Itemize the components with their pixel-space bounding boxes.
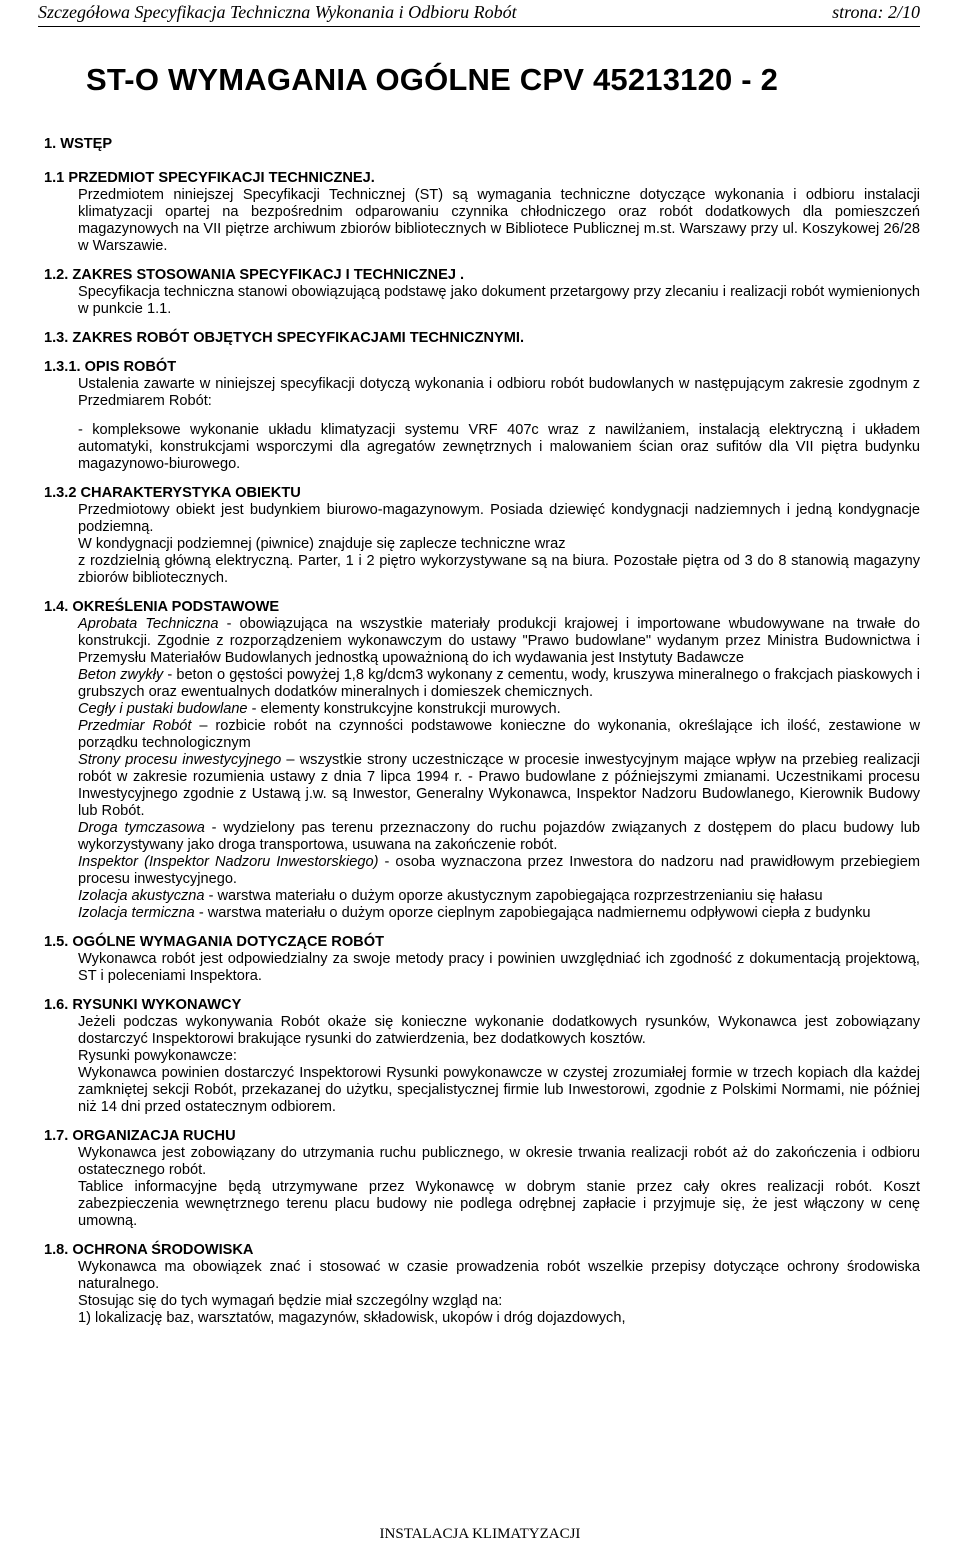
section-1-5-text: Wykonawca robót jest odpowiedzialny za swoje metody pracy i powinien uwzględniać ich zgodność z dokumentacją projektową, ST i poleceniami Inspektora.	[78, 951, 920, 984]
section-1-5-heading: 1.5. OGÓLNE WYMAGANIA DOTYCZĄCE ROBÓT	[44, 934, 384, 950]
definition-term: Beton zwykły	[78, 667, 164, 683]
definition-item	[78, 701, 920, 718]
definition-text: - obowiązująca na wszystkie materiały produkcji krajowej i importowane wbudowywane na trwałe do konstrukcji. Zgodnie z rozporządzeniem wykonawczym do ustawy "Prawo budowlane" wydanym przez Ministra Budownictwa i Przemysłu Materiałów Budowlanych jednostką upoważnioną do ich wydawania jest Instytuty Badawcze	[78, 616, 920, 666]
section-1-2-text: Specyfikacja techniczna stanowi obowiązującą podstawę jako dokument przetargowy przy zlecaniu i realizacji robót wymienionych w punkcie 1.1.	[78, 284, 920, 317]
section-1-1-heading: 1.1 PRZEDMIOT SPECYFIKACJI TECHNICZNEJ.	[44, 170, 375, 186]
definition-text: - elementy konstrukcyjne konstrukcji murowych.	[247, 701, 561, 717]
section-1-8-heading: 1.8. OCHRONA ŚRODOWISKA	[44, 1242, 254, 1258]
section-1-6-text-2: Rysunki powykonawcze:	[78, 1048, 237, 1064]
definition-term: Strony procesu inwestycyjnego	[78, 752, 282, 768]
definition-item	[78, 718, 920, 752]
section-1-4-heading: 1.4. OKREŚLENIA PODSTAWOWE	[44, 599, 280, 615]
definition-text: - wydzielony pas terenu przeznaczony do ruchu pojazdów związanych z dostępem do placu budowy lub wykorzystywany jako droga transportowa, usuwana na zakończenie robót.	[78, 820, 920, 853]
definition-item	[78, 888, 920, 905]
section-1-8-text-3: 1) lokalizację baz, warsztatów, magazynów, składowisk, ukopów i dróg dojazdowych,	[78, 1310, 626, 1326]
definition-item	[78, 667, 920, 701]
page-number: strona: 2/10	[832, 2, 920, 22]
definition-item	[78, 616, 920, 667]
document-title-header: Szczegółowa Specyfikacja Techniczna Wykonania i Odbioru Robót	[38, 2, 517, 22]
definition-term: Przedmiar Robót	[78, 718, 192, 734]
definition-term: Aprobata Techniczna	[78, 616, 219, 632]
section-1-2-heading: 1.2. ZAKRES STOSOWANIA SPECYFIKACJ I TECHNICZNEJ .	[44, 267, 465, 283]
section-1-3-1-scope: - kompleksowe wykonanie układu klimatyzacji systemu VRF 407c wraz z nawilżaniem, instalacją elektryczną i układem automatyki, konstrukcjami wsporczymi dla agregatów zewnętrznych i malowaniem ścian oraz sufitów dla VII piętra budynku magazynowo-biurowego.	[78, 422, 920, 472]
definition-term: Izolacja akustyczna	[78, 888, 205, 904]
section-1-3-2-heading: 1.3.2 CHARAKTERYSTYKA OBIEKTU	[44, 485, 301, 501]
section-1-7-text-2: Tablice informacyjne będą utrzymywane przez Wykonawcę w dobrym stanie przez cały okres realizacji robót. Koszt zabezpieczenia wewnętrznego terenu placu budowy nie podlega odrębnej zapłacie i przyjmuje się, że jest włączony w cenę umowną.	[78, 1179, 920, 1229]
section-1-heading: 1. WSTĘP	[44, 136, 113, 152]
section-1-6-text-1: Jeżeli podczas wykonywania Robót okaże się konieczne wykonanie dodatkowych rysunków, Wykonawca jest zobowiązany dostarczyć Inspektorowi brakujące rysunki do zatwierdzenia, bez dodatkowych kosztów.	[78, 1014, 920, 1047]
section-1-3-2-text-1: Przedmiotowy obiekt jest budynkiem biurowo-magazynowym. Posiada dziewięć kondygnacji nadziemnych i jedną kondygnacje podziemną.	[78, 502, 920, 535]
document-body	[44, 136, 920, 1327]
definition-text: - beton o gęstości powyżej 1,8 kg/dcm3 wykonany z cementu, wody, kruszywa mineralnego o frakcjach piaskowych i grubszych oraz ewentualnych dodatków mineralnych i domieszek chemicznych.	[78, 667, 920, 700]
definition-item	[78, 752, 920, 820]
section-1-3-1-text: Ustalenia zawarte w niniejszej specyfikacji dotyczą wykonania i odbioru robót budowlanych w następującym zakresie zgodnym z Przedmiarem Robót:	[78, 376, 920, 409]
definition-text: - warstwa materiału o dużym oporze cieplnym zapobiegająca nadmiernemu odpływowi ciepła z budynku	[194, 905, 871, 921]
section-1-3-1-heading: 1.3.1. OPIS ROBÓT	[44, 359, 177, 375]
definition-term: Izolacja termiczna	[78, 905, 195, 921]
section-1-3-heading: 1.3. ZAKRES ROBÓT OBJĘTYCH SPECYFIKACJAMI TECHNICZNYMI.	[44, 330, 525, 346]
page-footer: INSTALACJA KLIMATYZACJI	[379, 1526, 581, 1542]
section-1-3-2-text-3: z rozdzielnią główną elektryczną. Parter, 1 i 2 piętro wykorzystywane są na biura. Pozostałe piętra od 3 do 8 stanowią magazyny zbiorów bibliotecznych.	[78, 553, 920, 586]
definition-item	[78, 820, 920, 854]
definition-item	[78, 905, 920, 922]
definition-item	[78, 854, 920, 888]
definition-term: Droga tymczasowa	[78, 820, 205, 836]
definitions-list	[44, 616, 920, 922]
definition-text: – wszystkie strony uczestniczące w procesie inwestycyjnym mające wpływ na przebieg realizacji robót w zakresie rozumienia ustawy z dnia 7 lipca 1994 r. - Prawo budowlane z późniejszymi zmianami. Uczestnikami procesu Inwestycyjnego zgodnie z Ustawą j.w. są Inwestor, Generalny Wykonawca, Inspektor Nadzoru Budowlanego, Kierownik Budowy lub Robót.	[78, 752, 920, 819]
section-1-1-text: Przedmiotem niniejszej Specyfikacji Technicznej (ST) są wymagania techniczne dotyczące wykonania i odbioru instalacji klimatyzacji opartej na bezpośrednim odparowaniu czynnika chłodniczego oraz robót dodatkowych dla pomieszczeń magazynowych na VII piętrze archiwum zbiorów bibliotecznych w Bibliotece Publicznej m.st. Warszawy przy ul. Koszykowej 26/28 w Warszawie.	[78, 187, 920, 254]
section-1-7-text-1: Wykonawca jest zobowiązany do utrzymania ruchu publicznego, w okresie trwania realizacji robót aż do zakończenia i odbioru ostatecznego robót.	[78, 1145, 920, 1178]
page-header	[38, 2, 920, 27]
section-1-3-2-text-2: W kondygnacji podziemnej (piwnice) znajduje się zaplecze techniczne wraz	[78, 536, 566, 552]
definition-term: Cegły i pustaki budowlane	[78, 701, 248, 717]
definition-text: - osoba wyznaczona przez Inwestora do nadzoru nad prawidłowym przebiegiem procesu inwestycyjnego.	[78, 854, 920, 887]
section-1-6-text-3: Wykonawca powinien dostarczyć Inspektorowi Rysunki powykonawcze w czystej zrozumiałej formie w trzech kopiach dla każdej zamkniętej sekcji Robót, przekazanej do użytku, specjalistycznej firmie lub Inwestorowi, zgodnie z Polskimi Normami, nie później niż 14 dni przed ostatecznym odbiorem.	[78, 1065, 920, 1115]
section-1-6-heading: 1.6. RYSUNKI WYKONAWCY	[44, 997, 242, 1013]
section-1-7-heading: 1.7. ORGANIZACJA RUCHU	[44, 1128, 236, 1144]
definition-term: Inspektor (Inspektor Nadzoru Inwestorskiego)	[78, 854, 379, 870]
section-1-8-text-1: Wykonawca ma obowiązek znać i stosować w czasie prowadzenia robót wszelkie przepisy dotyczące ochrony środowiska naturalnego.	[78, 1259, 920, 1292]
definition-text: - warstwa materiału o dużym oporze akustycznym zapobiegająca rozprzestrzenianiu się hałasu	[204, 888, 823, 904]
page-title: ST-O WYMAGANIA OGÓLNE CPV 45213120 - 2	[86, 62, 779, 97]
definition-text: – rozbicie robót na czynności podstawowe konieczne do wykonania, określające ich ilość, zestawione w porządku technologicznym	[78, 718, 920, 751]
section-1-8-text-2: Stosując się do tych wymagań będzie miał szczególny wzgląd na:	[78, 1293, 503, 1309]
